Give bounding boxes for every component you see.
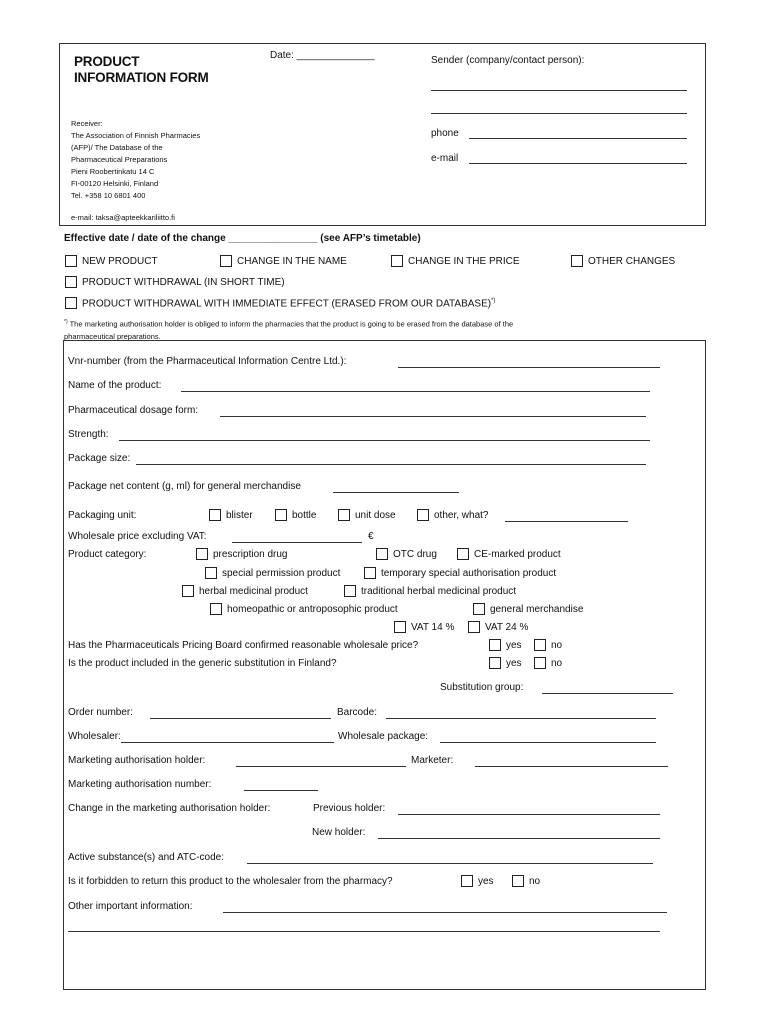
net-content-line[interactable]	[333, 492, 459, 493]
footnote	[64, 316, 513, 343]
effective-date-row	[64, 233, 421, 244]
withdrawal-label: PRODUCT WITHDRAWAL (IN SHORT TIME)	[82, 277, 285, 288]
form-title-line2: INFORMATION FORM	[74, 70, 209, 85]
special-permission-label: special permission product	[222, 568, 341, 579]
unit-dose-label: unit dose	[355, 510, 396, 521]
temporary-special-label: temporary special authorisation product	[381, 568, 557, 579]
wholesale-price-label: Wholesale price excluding VAT:	[68, 531, 207, 542]
homeopathic-label: homeopathic or antroposophic product	[227, 604, 398, 615]
pricing-no-checkbox[interactable]	[534, 639, 546, 651]
net-content-label: Package net content (g, ml) for general merchandise	[68, 481, 301, 492]
new-product-checkbox[interactable]	[65, 255, 77, 267]
marketer-line[interactable]	[475, 766, 668, 767]
immediate-withdrawal-label	[82, 298, 495, 309]
change-price-label: CHANGE IN THE PRICE	[408, 256, 520, 267]
vnr-label: Vnr-number (from the Pharmaceutical Information Centre Ltd.):	[68, 356, 347, 367]
generic-yes-checkbox[interactable]	[489, 657, 501, 669]
substitution-group-line[interactable]	[542, 693, 673, 694]
order-number-label: Order number:	[68, 707, 134, 718]
special-permission-checkbox[interactable]	[205, 567, 217, 579]
strength-label: Strength:	[68, 429, 109, 440]
ma-number-label: Marketing authorisation number:	[68, 779, 212, 790]
receiver-line: FI-00120 Helsinki, Finland	[71, 179, 159, 188]
receiver-line: (AFP)/ The Database of the	[71, 143, 163, 152]
blister-checkbox[interactable]	[209, 509, 221, 521]
previous-holder-line[interactable]	[398, 814, 660, 815]
footnote-line1: The marketing authorisation holder is obliged to inform the pharmacies that the product is going to be erased from the database of the	[69, 319, 514, 329]
category-label: Product category:	[68, 549, 147, 560]
form-title-line1: PRODUCT	[74, 54, 140, 69]
effective-date-blank[interactable]: ________________	[228, 233, 318, 244]
dosage-form-label: Pharmaceutical dosage form:	[68, 405, 199, 416]
wholesaler-label: Wholesaler:	[68, 731, 121, 742]
other-info-label: Other important information:	[68, 901, 193, 912]
package-size-label: Package size:	[68, 453, 131, 464]
previous-holder-label: Previous holder:	[313, 803, 386, 814]
blister-label: blister	[226, 510, 253, 521]
change-name-checkbox[interactable]	[220, 255, 232, 267]
email-line[interactable]	[469, 163, 687, 164]
other-changes-checkbox[interactable]	[571, 255, 583, 267]
sender-line-2[interactable]	[431, 113, 687, 114]
prescription-label: prescription drug	[213, 549, 288, 560]
receiver-line: The Association of Finnish Pharmacies	[71, 131, 201, 140]
footnote-mark: *)	[491, 298, 496, 304]
ce-marked-checkbox[interactable]	[457, 548, 469, 560]
ma-holder-label: Marketing authorisation holder:	[68, 755, 206, 766]
immediate-withdrawal-checkbox[interactable]	[65, 297, 77, 309]
effective-date-label: Effective date / date of the change	[64, 233, 226, 244]
generic-yes-label: yes	[506, 658, 522, 669]
marketer-label: Marketer:	[411, 755, 454, 766]
vat14-checkbox[interactable]	[394, 621, 406, 633]
generic-no-label: no	[551, 658, 563, 669]
generic-no-checkbox[interactable]	[534, 657, 546, 669]
product-name-line[interactable]	[181, 391, 650, 392]
other-info-line-2[interactable]	[68, 931, 660, 932]
wholesale-package-line[interactable]	[440, 742, 656, 743]
barcode-line[interactable]	[386, 718, 656, 719]
sender-line-1[interactable]	[431, 90, 687, 91]
receiver-line: Pieni Roobertinkatu 14 C	[71, 167, 155, 176]
wholesale-package-label: Wholesale package:	[338, 731, 429, 742]
return-yes-label: yes	[478, 876, 494, 887]
timetable-note: (see AFP’s timetable)	[320, 233, 421, 244]
new-product-label: NEW PRODUCT	[82, 256, 158, 267]
footnote-line2: pharmaceutical preparations.	[64, 331, 161, 341]
other-changes-label: OTHER CHANGES	[588, 256, 676, 267]
packaging-unit-label: Packaging unit:	[68, 510, 137, 521]
footnote-mark: *)	[64, 319, 68, 325]
barcode-label: Barcode:	[337, 707, 378, 718]
package-size-line[interactable]	[136, 464, 646, 465]
return-question: Is it forbidden to return this product to the wholesaler from the pharmacy?	[68, 876, 393, 887]
wholesaler-line[interactable]	[121, 742, 334, 743]
email-label: e-mail	[431, 153, 459, 164]
return-no-checkbox[interactable]	[512, 875, 524, 887]
vat24-label: VAT 24 %	[485, 622, 529, 633]
substitution-group-label: Substitution group:	[440, 682, 524, 693]
ma-number-line[interactable]	[244, 790, 318, 791]
bottle-checkbox[interactable]	[275, 509, 287, 521]
wholesale-price-line[interactable]	[232, 542, 362, 543]
withdrawal-checkbox[interactable]	[65, 276, 77, 288]
traditional-herbal-label: traditional herbal medicinal product	[361, 586, 517, 597]
herbal-checkbox[interactable]	[182, 585, 194, 597]
receiver-line: Pharmaceutical Preparations	[71, 155, 168, 164]
form-title	[74, 54, 209, 86]
general-merchandise-label: general merchandise	[490, 604, 584, 615]
ma-holder-line[interactable]	[236, 766, 406, 767]
general-merchandise-checkbox[interactable]	[473, 603, 485, 615]
date-label: Date: ______________	[270, 50, 375, 61]
other-unit-checkbox[interactable]	[417, 509, 429, 521]
euro-sign: €	[368, 531, 374, 542]
vnr-line[interactable]	[398, 367, 660, 368]
strength-line[interactable]	[119, 440, 650, 441]
receiver-block	[71, 118, 200, 202]
vat24-checkbox[interactable]	[468, 621, 480, 633]
unit-dose-checkbox[interactable]	[338, 509, 350, 521]
homeopathic-checkbox[interactable]	[210, 603, 222, 615]
otc-label: OTC drug	[393, 549, 437, 560]
receiver-email: e-mail: taksa@apteekkariliitto.fi	[71, 213, 175, 222]
prescription-checkbox[interactable]	[196, 548, 208, 560]
traditional-herbal-checkbox[interactable]	[344, 585, 356, 597]
change-price-checkbox[interactable]	[391, 255, 403, 267]
pricing-question: Has the Pharmaceuticals Pricing Board confirmed reasonable wholesale price?	[68, 640, 419, 651]
active-substance-line[interactable]	[247, 863, 653, 864]
receiver-label: Receiver:	[71, 119, 103, 128]
phone-line[interactable]	[469, 138, 687, 139]
temporary-special-checkbox[interactable]	[364, 567, 376, 579]
change-name-label: CHANGE IN THE NAME	[237, 256, 347, 267]
otc-checkbox[interactable]	[376, 548, 388, 560]
return-yes-checkbox[interactable]	[461, 875, 473, 887]
generic-question: Is the product included in the generic substitution in Finland?	[68, 658, 337, 669]
active-substance-label: Active substance(s) and ATC-code:	[68, 852, 224, 863]
new-holder-line[interactable]	[378, 838, 660, 839]
vat14-label: VAT 14 %	[411, 622, 455, 633]
dosage-form-line[interactable]	[220, 416, 646, 417]
herbal-label: herbal medicinal product	[199, 586, 308, 597]
receiver-line: Tel. +358 10 6801 400	[71, 191, 146, 200]
product-name-label: Name of the product:	[68, 380, 162, 391]
new-holder-label: New holder:	[312, 827, 366, 838]
pricing-no-label: no	[551, 640, 563, 651]
order-number-line[interactable]	[150, 718, 331, 719]
other-unit-label: other, what?	[434, 510, 489, 521]
pricing-yes-checkbox[interactable]	[489, 639, 501, 651]
bottle-label: bottle	[292, 510, 317, 521]
change-holder-label: Change in the marketing authorisation holder:	[68, 803, 271, 814]
return-no-label: no	[529, 876, 541, 887]
other-info-line-1[interactable]	[223, 912, 667, 913]
pricing-yes-label: yes	[506, 640, 522, 651]
immediate-withdrawal-text: PRODUCT WITHDRAWAL WITH IMMEDIATE EFFECT (ERASED FROM OUR DATABASE)	[82, 298, 492, 310]
ce-marked-label: CE-marked product	[474, 549, 561, 560]
sender-label: Sender (company/contact person):	[431, 55, 585, 66]
phone-label: phone	[431, 128, 459, 139]
other-unit-line[interactable]	[505, 521, 628, 522]
